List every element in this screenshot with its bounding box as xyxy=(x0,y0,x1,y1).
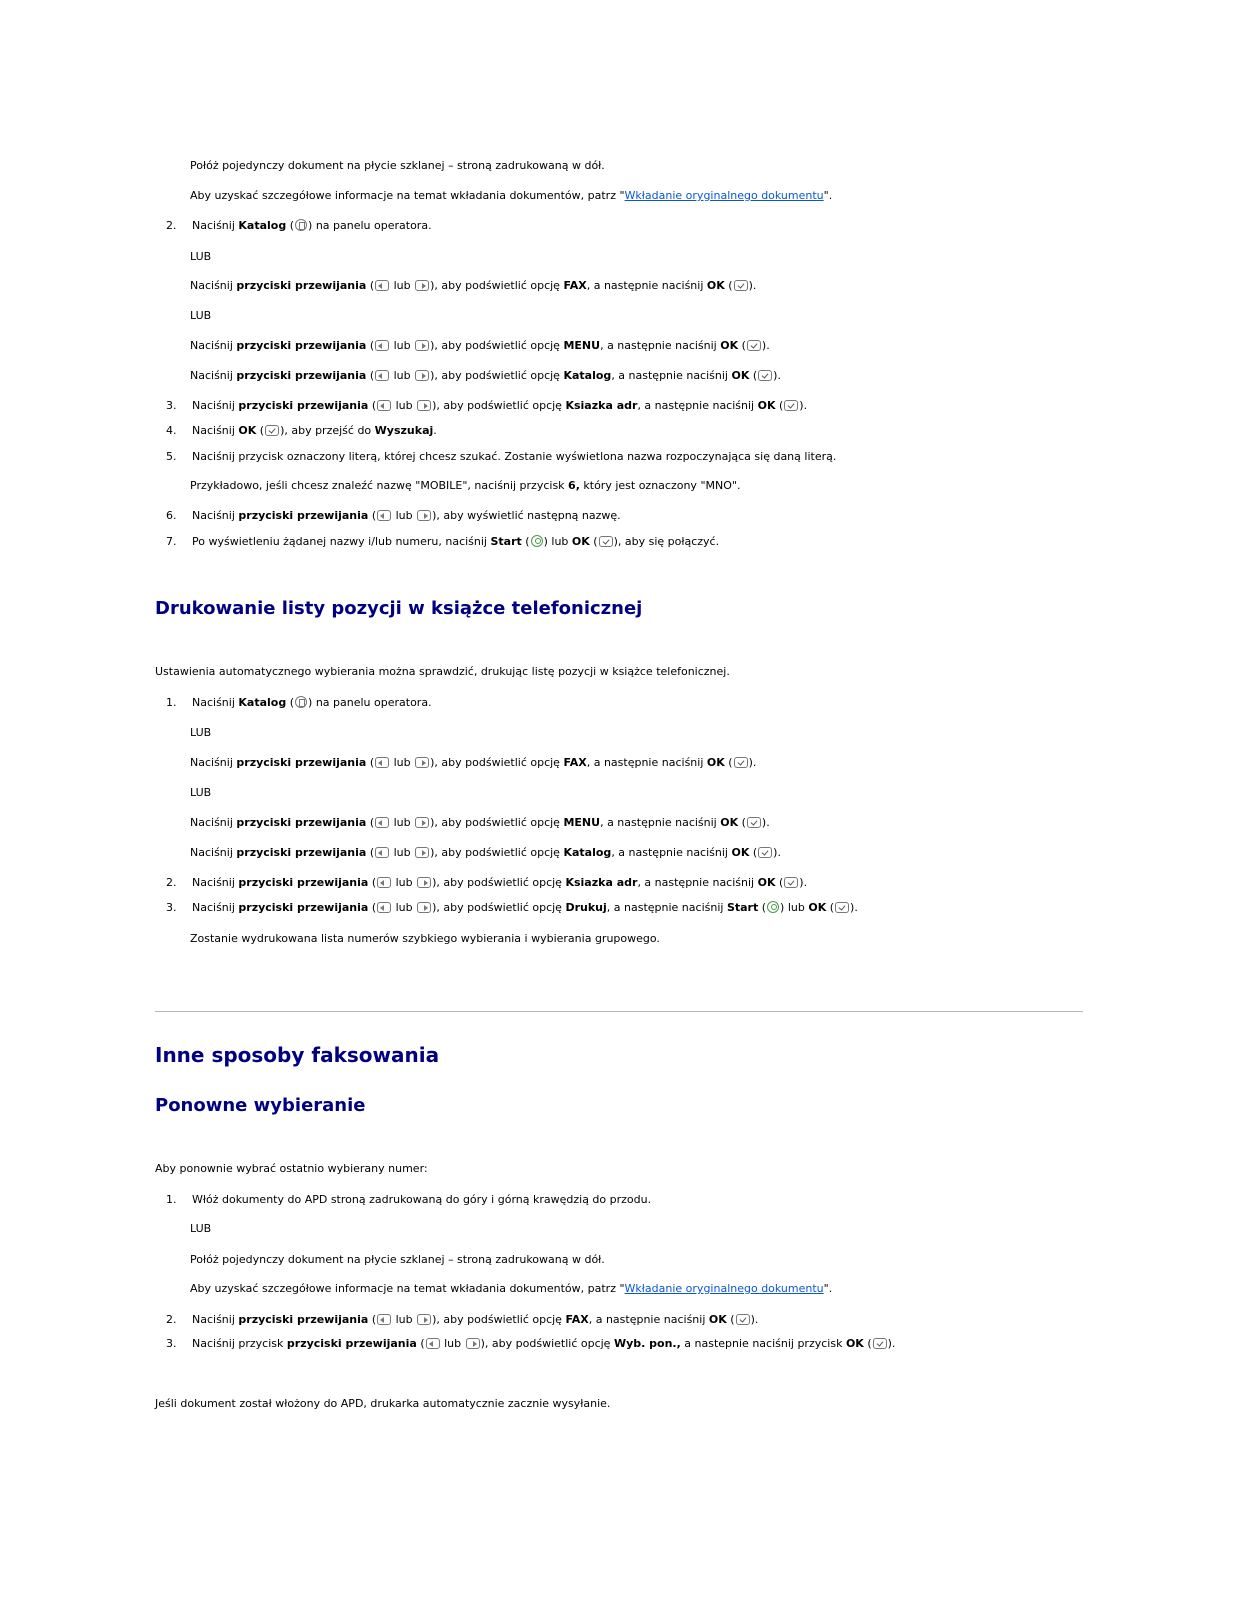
step-number: 3. xyxy=(166,1337,177,1350)
result-note: Zostanie wydrukowana lista numerów szybkiego wybierania i wybierania grupowego. xyxy=(190,932,660,945)
step-search: Naciśnij OK ( ), aby przejść do Wyszukaj. xyxy=(192,424,437,437)
alt-fax: Naciśnij przyciski przewijania ( lub ), aby podświetlić opcję FAX, a następnie naciśnij OK ( ). xyxy=(190,756,757,769)
link-loading-original[interactable]: Wkładanie oryginalnego dokumentu xyxy=(624,189,824,202)
scroll-right-icon xyxy=(466,1338,480,1349)
ok-check-icon xyxy=(873,1338,887,1349)
alt-menu: Naciśnij przyciski przewijania ( lub ), aby podświetlić opcję MENU, a następnie naciśnij OK ( ). xyxy=(190,816,770,829)
ok-check-icon xyxy=(784,877,798,888)
book-icon xyxy=(295,219,307,231)
subheading-redial: Ponowne wybieranie xyxy=(155,1095,366,1116)
step-number: 3. xyxy=(166,399,177,412)
scroll-left-icon xyxy=(375,370,389,381)
step-number: 2. xyxy=(166,876,177,889)
step-number: 1. xyxy=(166,1193,177,1206)
paragraph: Połóż pojedynczy dokument na płycie szklanej – stroną zadrukowaną w dół. xyxy=(190,1253,605,1266)
scroll-right-icon xyxy=(417,877,431,888)
scroll-right-icon xyxy=(415,847,429,858)
step-next-name: Naciśnij przyciski przewijania ( lub ), aby wyświetlić następną nazwę. xyxy=(192,509,621,522)
section-intro: Ustawienia automatycznego wybierania można sprawdzić, drukując listę pozycji w książce telefonicznej. xyxy=(155,665,730,678)
step-ksiazka: Naciśnij przyciski przewijania ( lub ), aby podświetlić opcję Ksiazka adr, a następnie naciśnij OK ( ). xyxy=(192,876,808,889)
scroll-left-icon xyxy=(375,340,389,351)
scroll-right-icon xyxy=(415,340,429,351)
scroll-left-icon xyxy=(377,400,391,411)
step-number: 2. xyxy=(166,219,177,232)
scroll-right-icon xyxy=(417,902,431,913)
step-print: Naciśnij przyciski przewijania ( lub ), aby podświetlić opcję Drukuj, a następnie naciśnij Start ( ) lub OK ( ). xyxy=(192,901,858,914)
step-number: 3. xyxy=(166,901,177,914)
scroll-left-icon xyxy=(377,902,391,913)
paragraph-ref: Aby uzyskać szczegółowe informacje na temat wkładania dokumentów, patrz "Wkładanie oryginalnego dokumentu". xyxy=(190,1282,833,1295)
ok-check-icon xyxy=(734,757,748,768)
start-icon xyxy=(531,535,543,547)
step-katalog: Naciśnij Katalog ( ) na panelu operatora. xyxy=(192,219,432,232)
alt-menu: Naciśnij przyciski przewijania ( lub ), aby podświetlić opcję MENU, a następnie naciśnij OK ( ). xyxy=(190,339,770,352)
scroll-left-icon xyxy=(377,510,391,521)
ok-check-icon xyxy=(784,400,798,411)
or-label: LUB xyxy=(190,786,212,799)
step-number: 7. xyxy=(166,535,177,548)
paragraph-ref: Aby uzyskać szczegółowe informacje na temat wkładania dokumentów, patrz "Wkładanie oryginalnego dokumentu". xyxy=(190,189,833,202)
scroll-right-icon xyxy=(417,1314,431,1325)
step-number: 2. xyxy=(166,1313,177,1326)
scroll-right-icon xyxy=(415,280,429,291)
scroll-left-icon xyxy=(375,847,389,858)
step-redial: Naciśnij przycisk przyciski przewijania ( lub ), aby podświetlić opcję Wyb. pon., a nastepnie naciśnij przycisk OK ( ). xyxy=(192,1337,896,1350)
step-load-apd: Włóż dokumenty do APD stroną zadrukowaną do góry i górną krawędzią do przodu. xyxy=(192,1193,652,1206)
step-number: 6. xyxy=(166,509,177,522)
example-note: Przykładowo, jeśli chcesz znaleźć nazwę "MOBILE", naciśnij przycisk 6, który jest oznaczony "MNO". xyxy=(190,479,741,492)
scroll-right-icon xyxy=(417,510,431,521)
ok-check-icon xyxy=(599,536,613,547)
scroll-left-icon xyxy=(375,817,389,828)
ok-check-icon xyxy=(736,1314,750,1325)
scroll-left-icon xyxy=(377,1314,391,1325)
alt-katalog: Naciśnij przyciski przewijania ( lub ), aby podświetlić opcję Katalog, a następnie naciśnij OK ( ). xyxy=(190,846,781,859)
section-heading-print-list: Drukowanie listy pozycji w książce telefonicznej xyxy=(155,598,643,619)
scroll-left-icon xyxy=(377,877,391,888)
scroll-right-icon xyxy=(415,817,429,828)
scroll-left-icon xyxy=(375,280,389,291)
step-fax: Naciśnij przyciski przewijania ( lub ), aby podświetlić opcję FAX, a następnie naciśnij OK ( ). xyxy=(192,1313,759,1326)
ok-check-icon xyxy=(734,280,748,291)
ok-check-icon xyxy=(265,425,279,436)
scroll-right-icon xyxy=(417,400,431,411)
alt-fax: Naciśnij przyciski przewijania ( lub ), aby podświetlić opcję FAX, a następnie naciśnij OK ( ). xyxy=(190,279,757,292)
section-divider xyxy=(155,1011,1083,1012)
step-katalog: Naciśnij Katalog ( ) na panelu operatora. xyxy=(192,696,432,709)
step-ksiazka: Naciśnij przyciski przewijania ( lub ), aby podświetlić opcję Ksiazka adr, a następnie naciśnij OK ( ). xyxy=(192,399,808,412)
or-label: LUB xyxy=(190,1222,212,1235)
ok-check-icon xyxy=(758,370,772,381)
book-icon xyxy=(295,696,307,708)
paragraph: Połóż pojedynczy dokument na płycie szklanej – stroną zadrukowaną w dół. xyxy=(190,159,605,172)
scroll-left-icon xyxy=(375,757,389,768)
link-loading-original[interactable]: Wkładanie oryginalnego dokumentu xyxy=(624,1282,824,1295)
ok-check-icon xyxy=(747,817,761,828)
alt-katalog: Naciśnij przyciski przewijania ( lub ), aby podświetlić opcję Katalog, a następnie naciśnij OK ( ). xyxy=(190,369,781,382)
step-number: 5. xyxy=(166,450,177,463)
scroll-left-icon xyxy=(426,1338,440,1349)
footer-note: Jeśli dokument został włożony do APD, drukarka automatycznie zacznie wysyłanie. xyxy=(155,1397,611,1410)
step-connect: Po wyświetleniu żądanej nazwy i/lub numeru, naciśnij Start ( ) lub OK ( ), aby się połączyć. xyxy=(192,535,720,548)
ok-check-icon xyxy=(835,902,849,913)
section-intro: Aby ponownie wybrać ostatnio wybierany numer: xyxy=(155,1162,428,1175)
step-number: 4. xyxy=(166,424,177,437)
or-label: LUB xyxy=(190,726,212,739)
ok-check-icon xyxy=(758,847,772,858)
step-number: 1. xyxy=(166,696,177,709)
ok-check-icon xyxy=(747,340,761,351)
start-icon xyxy=(767,901,779,913)
step-letter: Naciśnij przycisk oznaczony literą, której chcesz szukać. Zostanie wyświetlona nazwa rozpoczynająca się daną literą. xyxy=(192,450,837,463)
scroll-right-icon xyxy=(415,370,429,381)
or-label: LUB xyxy=(190,309,212,322)
section-heading-other-fax: Inne sposoby faksowania xyxy=(155,1043,440,1067)
or-label: LUB xyxy=(190,250,212,263)
scroll-right-icon xyxy=(415,757,429,768)
